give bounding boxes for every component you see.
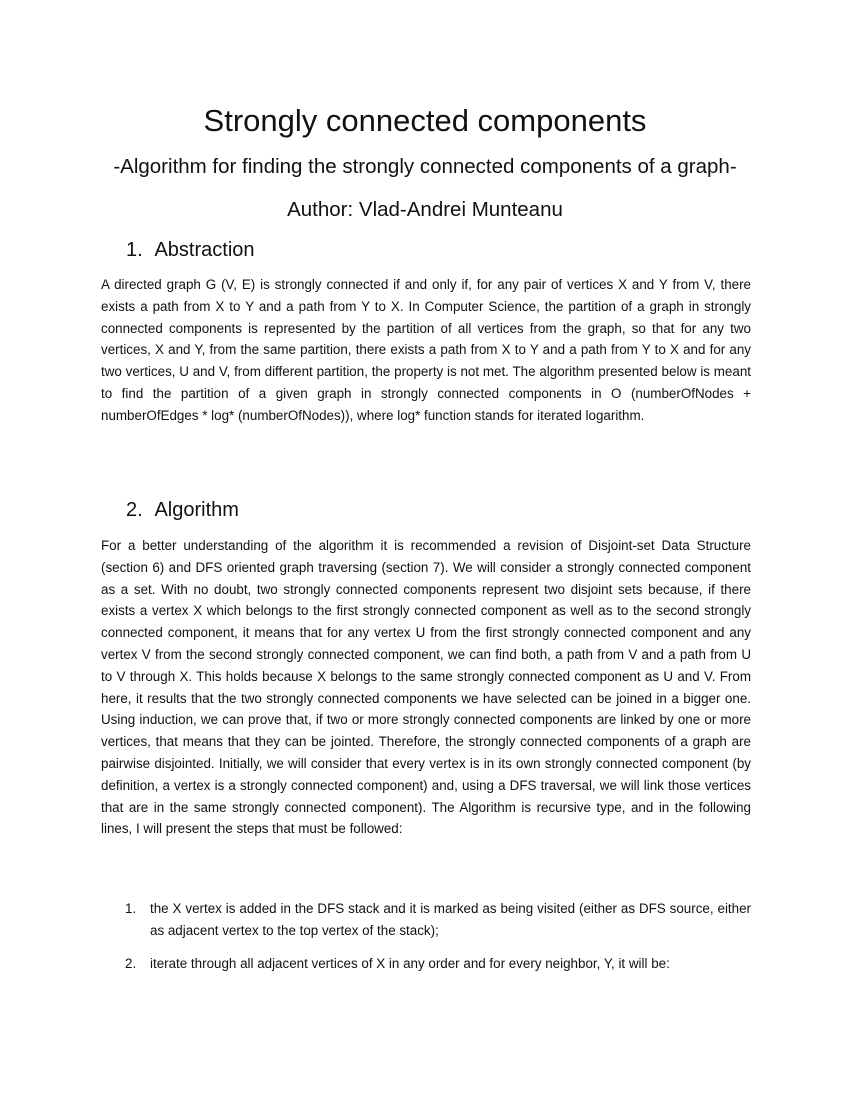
list-marker: 1. [125,901,137,916]
section-number: 1. [126,239,143,261]
list-marker: 2. [125,955,137,971]
algorithm-paragraph: For a better understanding of the algorithm it is recommended a revision of Disjoint-set Data Structure (section 6) and DFS oriented graph traversing (section 7). We will consider a strongly connected component as a set. With no doubt, two strongly connected components represent two disjoint sets because, if there exists a vertex X which belongs to the first strongly connected component as well as to the second strongly connected component, it means that for any vertex U from the first strongly connected component and any vertex V from the second strongly connected component, we can find both, a path from V and a path from U to V through X. This holds because X belongs to the same strongly connected component as U and V. From here, it results that the two strongly connected components we have selected can be joined in a bigger one. Using induction, we can prove that, if two or more strongly connected components are linked by one or more vertices, that means that they can be jointed. Therefore, the strongly connected components of a graph are pairwise disjointed. Initially, we will consider that every vertex is in its own strongly connected component (by definition, a vertex is a strongly connected component) and, using a DFS traversal, we will link those vertices that are in the same strongly connected component). The Algorithm is recursive type, and in the following lines, I will present the steps that must be followed: [101,538,751,837]
section-title: Abstraction [154,239,255,261]
section-number: 2. [126,499,143,521]
list-item-text: iterate through all adjacent vertices of X in any order and for every neighbor, Y, it will be: [150,955,670,971]
list-item [101,898,751,942]
document-title: Strongly connected components [203,103,647,138]
list-item [101,953,751,975]
algorithm-steps-list [101,898,751,985]
document-author: Author: Vlad-Andrei Munteanu [287,198,563,221]
section-heading-algorithm [126,496,239,524]
abstraction-paragraph: A directed graph G (V, E) is strongly connected if and only if, for any pair of vertices X and Y from V, there exists a path from X to Y and a path from Y to X. In Computer Science, the partition of a graph in strongly connected components is represented by the partition of all vertices from the graph, so that for any two vertices, X and Y, from the same partition, there exists a path from X to Y and a path from Y to X and for any two vertices, U and V, from different partition, the property is not met. The algorithm presented below is meant to find the partition of a given graph in strongly connected components in O (numberOfNodes + numberOfEdges * log* (numberOfNodes)), where log* function stands for iterated logarithm. [101,277,751,423]
document-subtitle: -Algorithm for finding the strongly connected components of a graph- [113,155,737,178]
section-title: Algorithm [154,499,239,521]
list-item-text: the X vertex is added in the DFS stack and it is marked as being visited (either as DFS source, either as adjacent vertex to the top vertex of the stack); [150,901,751,938]
section-heading-abstraction [126,236,255,264]
